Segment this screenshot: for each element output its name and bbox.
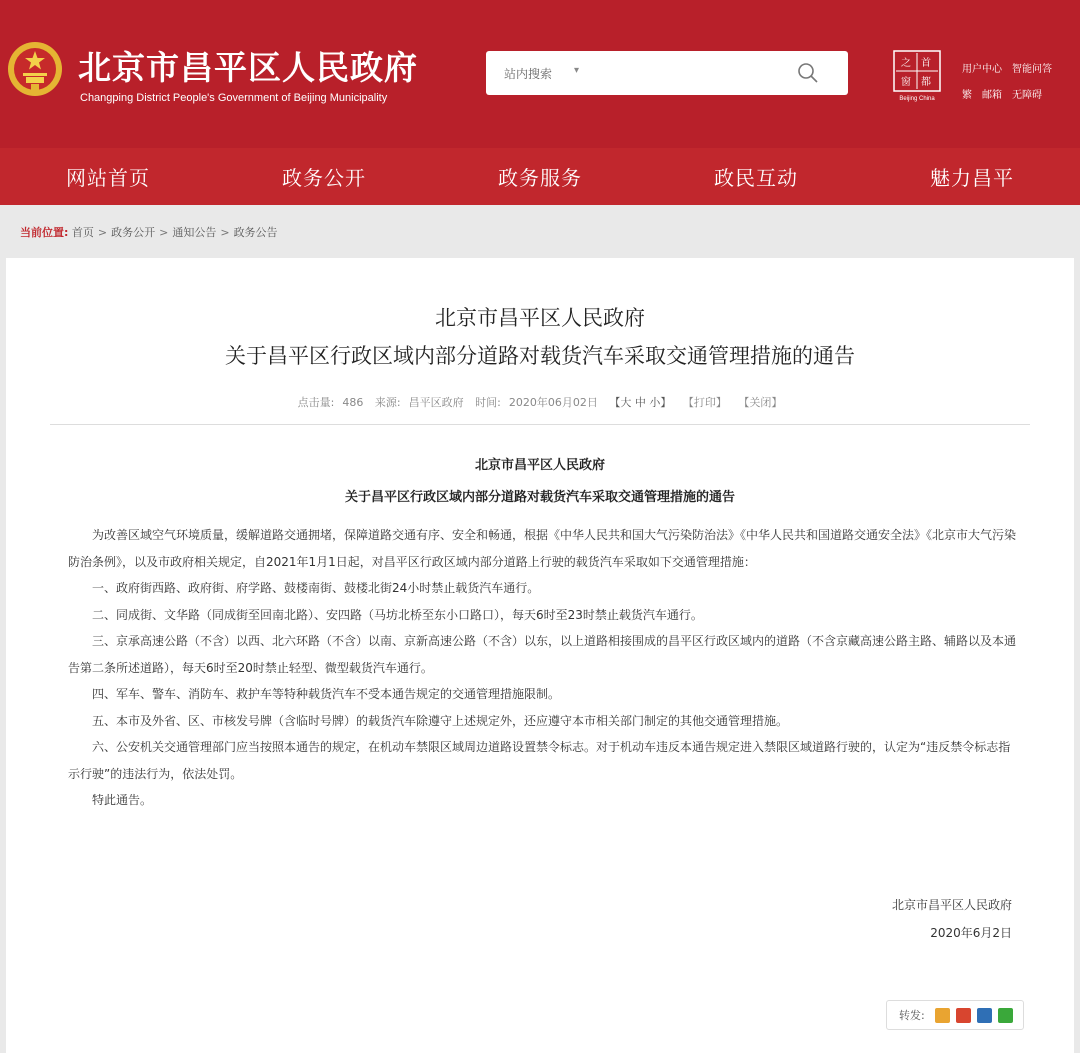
- search-scope-select[interactable]: 站内搜索: [504, 67, 553, 81]
- signature-date: 2020年6月2日: [930, 926, 1012, 940]
- traditional-chinese-link[interactable]: 繁: [962, 89, 972, 101]
- qzone-icon[interactable]: [935, 1008, 950, 1023]
- signature-organization: 北京市昌平区人民政府: [891, 898, 1012, 912]
- breadcrumb-home[interactable]: 首页: [71, 226, 94, 239]
- smart-qa-link[interactable]: 智能问答: [1012, 63, 1052, 75]
- mailbox-link[interactable]: 邮箱: [982, 89, 1002, 101]
- divider: [50, 424, 1030, 425]
- user-center-link[interactable]: 用户中心: [962, 63, 1002, 75]
- breadcrumb-separator: >: [220, 226, 230, 239]
- nav-item-services[interactable]: 政务服务: [498, 166, 582, 190]
- renren-icon[interactable]: [977, 1008, 992, 1023]
- article-title-line2: 关于昌平区行政区域内部分道路对载货汽车采取交通管理措施的通告: [225, 344, 855, 368]
- search-box: [486, 51, 848, 95]
- views-count: 486: [342, 396, 364, 409]
- nav-item-interaction[interactable]: 政民互动: [714, 166, 798, 190]
- print-button[interactable]: 【打印】: [682, 396, 727, 409]
- capital-logo-sub: Beijing China: [899, 96, 935, 102]
- accessibility-link[interactable]: 无障碍: [1012, 89, 1042, 101]
- breadcrumb-announcements[interactable]: 政务公告: [233, 226, 278, 239]
- capital-logo-char-4: 都: [921, 77, 931, 88]
- site-header: [0, 0, 1080, 148]
- weibo-icon[interactable]: [956, 1008, 971, 1023]
- paragraph-item-6: 六、公安机关交通管理部门应当按照本通告的规定，在机动车禁限区域周边道路设置禁令标志。对于机动车违反本通告规定进入禁限区域道路行驶的，认定为“违反禁令标志指示行驶”的违法行为，依法处罚。: [68, 740, 1011, 781]
- close-button[interactable]: 【关闭】: [738, 396, 783, 409]
- capital-window-logo[interactable]: [893, 50, 941, 102]
- font-size-toggle[interactable]: 【大 中 小】: [609, 396, 672, 409]
- article-panel: [6, 258, 1074, 1053]
- views-label: 点击量:: [297, 396, 335, 409]
- capital-logo-char-2: 首: [921, 58, 931, 69]
- capital-logo-char-3: 窗: [901, 77, 911, 88]
- source-label: 来源:: [374, 396, 401, 409]
- search-input[interactable]: [590, 59, 790, 87]
- breadcrumb-separator: >: [159, 226, 169, 239]
- site-subtitle: Changping District People's Government of Beijing Municipality: [80, 92, 388, 104]
- paragraph-closing: 特此通告。: [92, 793, 153, 807]
- main-nav: [0, 148, 1080, 205]
- share-label: 转发:: [899, 1009, 925, 1022]
- paragraph-item-2: 二、同成街、文华路（同成街至回南北路）、安四路（马坊北桥至东小口路口），每天6时至23时禁止载货汽车通行。: [92, 607, 703, 622]
- wechat-icon[interactable]: [998, 1008, 1013, 1023]
- nav-item-home[interactable]: 网站首页: [66, 166, 150, 190]
- top-links: [962, 54, 1076, 106]
- source-value: 昌平区政府: [408, 396, 464, 409]
- chevron-down-icon[interactable]: ▾: [574, 65, 580, 76]
- capital-logo-char-1: 之: [901, 58, 911, 69]
- nav-item-changping[interactable]: 魅力昌平: [930, 166, 1014, 190]
- share-bar: [886, 1000, 1024, 1030]
- search-icon[interactable]: [796, 61, 820, 85]
- nav-item-government-affairs[interactable]: 政务公开: [282, 166, 366, 190]
- breadcrumb-separator: >: [97, 226, 108, 239]
- site-title[interactable]: 北京市昌平区人民政府: [78, 48, 418, 87]
- paragraph-item-4: 四、军车、警车、消防车、救护车等特种载货汽车不受本通告规定的交通管理措施限制。: [92, 687, 561, 701]
- article-meta: [6, 394, 1074, 410]
- article-body: [68, 522, 1018, 814]
- breadcrumb-notices[interactable]: 通知公告: [172, 226, 217, 239]
- paragraph-item-1: 一、政府街西路、政府街、府学路、鼓楼南街、鼓楼北街24小时禁止载货汽车通行。: [92, 581, 540, 595]
- paragraph-intro: 为改善区域空气环境质量，缓解道路交通拥堵，保障道路交通有序、安全和畅通，根据《中华人民共和国大气污染防治法》《中华人民共和国道路交通安全法》《北京市大气污染防治条例》，以及市政府相关规定，自2021年1月1日起，对昌平区行政区域内部分道路上行驶的载货汽车采取如下交通管理措施：: [68, 528, 1017, 569]
- paragraph-item-5: 五、本市及外省、区、市核发号牌（含临时号牌）的载货汽车除遵守上述规定外，还应遵守本市相关部门制定的其他交通管理措施。: [92, 713, 789, 728]
- national-emblem-icon: [6, 40, 64, 98]
- notice-heading-line1: 北京市昌平区人民政府: [474, 458, 605, 473]
- breadcrumb: [20, 224, 278, 240]
- breadcrumb-label: 当前位置:: [20, 226, 69, 239]
- paragraph-item-3: 三、京承高速公路（不含）以西、北六环路（不含）以南、京新高速公路（不含）以东，以上道路相接围成的昌平区行政区域内的道路（不含京藏高速公路主路、辅路以及本通告第二条所述道路），每天6时至20时禁止轻型、微型载货汽车通行。: [68, 634, 1017, 675]
- time-value: 2020年06月02日: [508, 396, 598, 409]
- article-title-line1: 北京市昌平区人民政府: [435, 306, 645, 330]
- time-label: 时间:: [475, 396, 501, 409]
- breadcrumb-government-affairs[interactable]: 政务公开: [111, 226, 156, 239]
- notice-heading-line2: 关于昌平区行政区域内部分道路对载货汽车采取交通管理措施的通告: [344, 490, 735, 505]
